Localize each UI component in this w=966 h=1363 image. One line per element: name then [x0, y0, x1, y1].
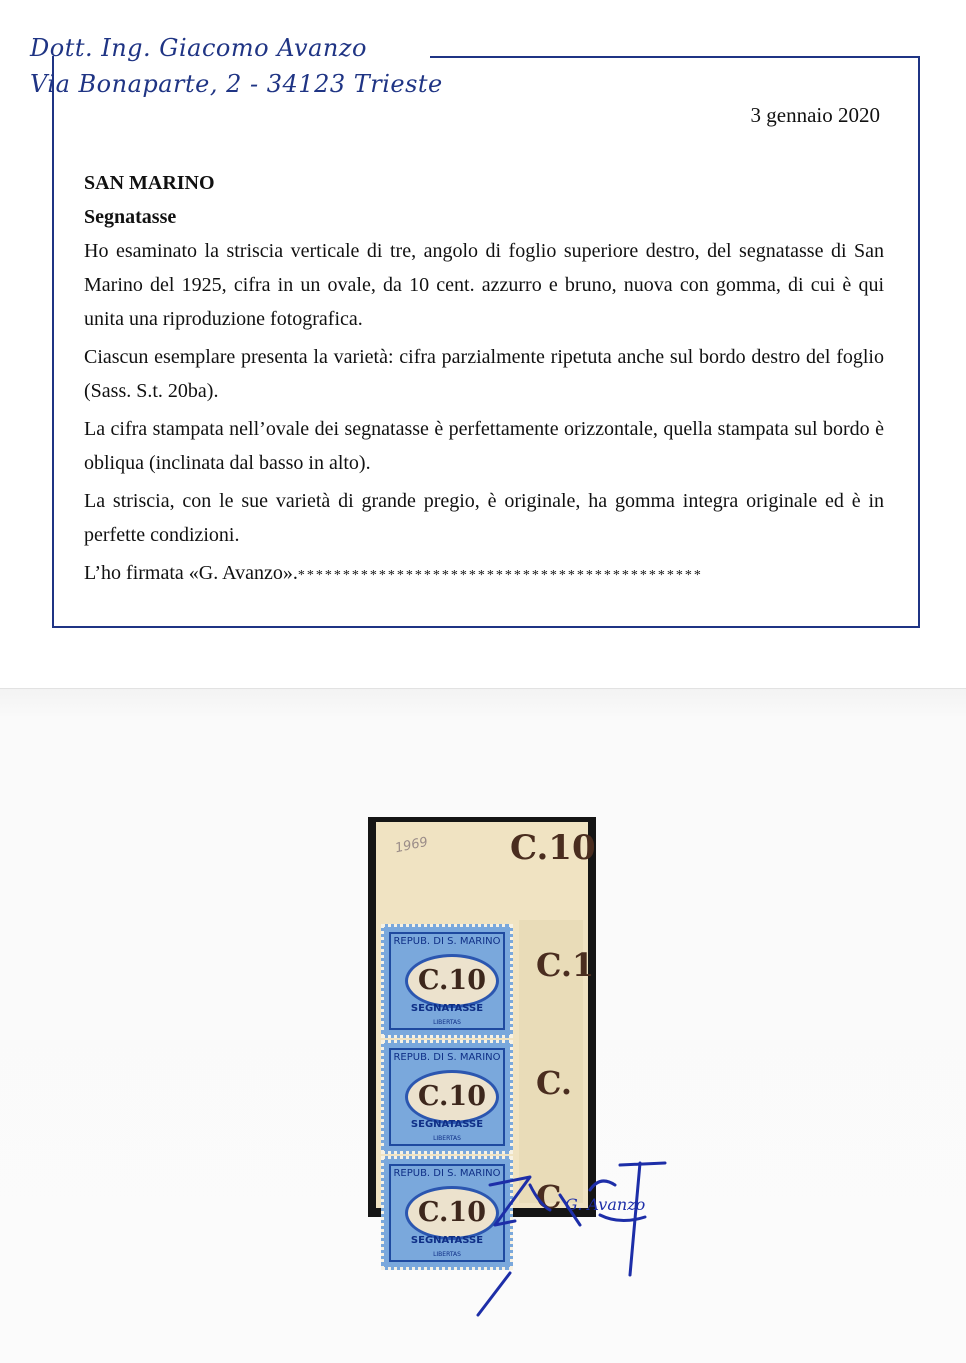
stamp-value: C.10 [418, 1197, 486, 1228]
paragraph-3: La cifra stampata nell’ovale dei segnatasse è perfettamente orizzontale, quella stampata sul bordo è obliqua (inclinata dal basso in alto). [84, 418, 884, 474]
stamp-country-text: REPUB. DI S. MARINO [393, 936, 501, 947]
stamp-motto: LIBERTAS [433, 1019, 461, 1026]
certificate-heading: SAN MARINO [84, 172, 215, 194]
signature-text: G. Avanzo [565, 1195, 646, 1214]
stamp-type-text: SEGNATASSE [410, 1003, 484, 1014]
margin-figure-2: C. [536, 1064, 573, 1102]
stamp-type-text: SEGNATASSE [410, 1235, 484, 1246]
corner-value-figure: C.10 [510, 828, 596, 868]
handwritten-signature [470, 1155, 670, 1320]
stamp-frame [389, 932, 505, 1030]
paragraph-2: Ciascun esemplare presenta la varietà: cifra parzialmente ripetuta anche sul bordo destro del foglio (Sass. S.t. 20ba). [84, 346, 884, 402]
stamp-motto: LIBERTAS [433, 1135, 461, 1142]
stamp-1 [381, 924, 513, 1038]
stamp-value: C.10 [418, 965, 486, 996]
stamp-value-oval [405, 1070, 499, 1124]
margin-figure-1: C.1 [536, 946, 595, 984]
stamp-2 [381, 1040, 513, 1154]
stamp-type-text: SEGNATASSE [410, 1119, 484, 1130]
frame-top-rule [430, 56, 918, 58]
letterhead-address: Via Bonaparte, 2 - 34123 Trieste [30, 70, 443, 98]
paragraph-4: La striscia, con le sue varietà di grande pregio, è originale, ha gomma integra originale ed è in perfette condizioni. [84, 490, 884, 546]
letterhead [30, 30, 443, 102]
closing-line [84, 556, 884, 593]
certificate-subheading: Segnatasse [84, 206, 177, 228]
closing-stars: ********************************************* [297, 568, 703, 583]
certificate-body [84, 166, 884, 597]
closing-text: L’ho firmata «G. Avanzo». [84, 562, 298, 584]
certificate-date: 3 gennaio 2020 [750, 103, 880, 127]
margin-figure-3: C [536, 1178, 562, 1216]
stamp-country-text: REPUB. DI S. MARINO [393, 1052, 501, 1063]
stamp-motto: LIBERTAS [433, 1251, 461, 1258]
paragraph-1: Ho esaminato la striscia verticale di tre, angolo di foglio superiore destro, del segnatasse di San Marino del 1925, cifra in un ovale, da 10 cent. azzurro e bruno, nuova con gomma, di cui è qui unita una riproduzione fotografica. [84, 240, 884, 330]
pencil-annotation: 1969 [393, 834, 430, 857]
letterhead-name: Dott. Ing. Giacomo Avanzo [30, 34, 367, 62]
stamp-value-oval [405, 954, 499, 1008]
stamp-value: C.10 [418, 1081, 486, 1112]
stamp-country-text: REPUB. DI S. MARINO [393, 1168, 501, 1179]
stamp-frame [389, 1048, 505, 1146]
